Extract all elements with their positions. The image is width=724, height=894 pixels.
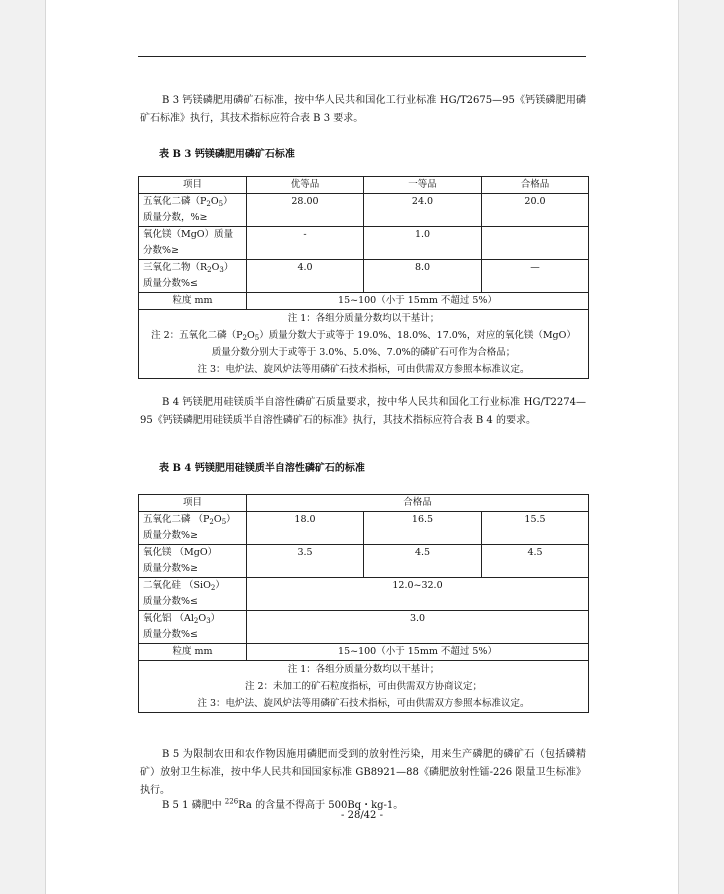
header-cell: 项目 [139, 177, 247, 194]
table-row [139, 227, 589, 260]
table-cell: 20.0 [482, 194, 589, 227]
table-row [139, 194, 589, 227]
table-row [139, 495, 589, 512]
header-cell: 一等品 [364, 177, 482, 194]
table-row [139, 260, 589, 293]
table-cell: 18.0 [247, 512, 364, 545]
paragraph-b51: B 5 1 磷肥中 $^{226}$Ra 的含量不得高于 500Bq・kg-1。 [162, 797, 404, 811]
page-number: - 28/42 - [341, 810, 383, 821]
table-cell: 15~100（小于 15mm 不超过 5%） [247, 293, 589, 310]
table-notes-row [139, 661, 589, 713]
table-row [139, 545, 589, 578]
table-b3-caption: 表 B 3 钙镁磷肥用磷矿石标准 [159, 149, 295, 160]
row-label: 五氧化二磷$(P_2O_5)$ 质量分数，%≥ [139, 194, 247, 227]
table-notes: 注 1：各组分质量分数均以干基计； 注 2：五氧化二磷$(P_2O_5)$质量分数大于或等于 19.0%、18.0%、17.0%，对应的氧化镁（MgO） 质量分数分别大于或等于 3.0%、5.0%、7.0%的磷矿石可作为合格品； 注 3：电炉法、旋风炉法等用磷矿石技术指标，可由供需双方参照本标准议定。 [139, 310, 589, 379]
table-cell: — [482, 260, 589, 293]
header-rule [138, 56, 586, 57]
paragraph-b3: B 3 钙镁磷肥用磷矿石标准，按中华人民共和国化工行业标准 HG/T2675—95《钙镁磷肥用磷矿石标准》执行，其技术指标应符合表 B 3 要求。 [140, 95, 586, 124]
table-cell [482, 227, 589, 260]
table-row [139, 611, 589, 644]
table-cell: 4.0 [247, 260, 364, 293]
row-label: 二氧化硅 （SiO$_2$） 质量分数%≤ [139, 578, 247, 611]
row-label: 粒度 mm [139, 644, 247, 661]
paragraph-b4: B 4 钙镁肥用硅镁质半自溶性磷矿石质量要求，按中华人民共和国化工行业标准 HG/T2274—95《钙镁磷肥用硅镁质半自溶性磷矿石的标准》执行，其技术指标应符合表 B 4 的要求。 [140, 397, 586, 426]
table-b4 [138, 494, 589, 713]
table-cell: 4.5 [482, 545, 589, 578]
table-b3 [138, 176, 589, 379]
table-cell: 15~100（小于 15mm 不超过 5%） [247, 644, 589, 661]
table-cell: 16.5 [364, 512, 482, 545]
table-row [139, 293, 589, 310]
header-cell: 合格品 [247, 495, 589, 512]
table-notes: 注 1：各组分质量分数均以干基计； 注 2：未加工的矿石粒度指标，可由供需双方协商议定； 注 3：电炉法、旋风炉法等用磷矿石技术指标，可由供需双方参照本标准议定。 [139, 661, 589, 713]
table-cell: 4.5 [364, 545, 482, 578]
table-cell: 12.0~32.0 [247, 578, 589, 611]
document-page [46, 0, 678, 894]
paragraph-b5: B 5 为限制农田和农作物因施用磷肥而受到的放射性污染，用来生产磷肥的磷矿石（包括磷精矿）放射卫生标准，按中华人民共和国国家标准 GB8921—88《磷肥放射性镭-226 限量卫生标准》执行。 [140, 749, 586, 796]
table-b4-caption: 表 B 4 钙镁肥用硅镁质半自溶性磷矿石的标准 [159, 463, 365, 474]
table-cell: 1.0 [364, 227, 482, 260]
row-label: 氧化铝 $(Al_2O_3)$ 质量分数%≤ [139, 611, 247, 644]
table-cell: 15.5 [482, 512, 589, 545]
header-cell: 合格品 [482, 177, 589, 194]
header-cell: 优等品 [247, 177, 364, 194]
row-label: 氧化镁 （MgO） 质量分数%≥ [139, 545, 247, 578]
row-label: 五氧化二磷 $(P_2O_5)$ 质量分数%≥ [139, 512, 247, 545]
row-label: 粒度 mm [139, 293, 247, 310]
table-cell: 28.00 [247, 194, 364, 227]
table-cell: 8.0 [364, 260, 482, 293]
table-row [139, 644, 589, 661]
table-cell: - [247, 227, 364, 260]
table-notes-row [139, 310, 589, 379]
header-cell: 项目 [139, 495, 247, 512]
table-cell: 3.5 [247, 545, 364, 578]
table-cell: 3.0 [247, 611, 589, 644]
table-cell: 24.0 [364, 194, 482, 227]
table-row [139, 578, 589, 611]
row-label: 氧化镁（MgO）质量 分数%≥ [139, 227, 247, 260]
table-row [139, 512, 589, 545]
row-label: 三氧化二物$(R_2O_3)$ 质量分数%≤ [139, 260, 247, 293]
table-row [139, 177, 589, 194]
